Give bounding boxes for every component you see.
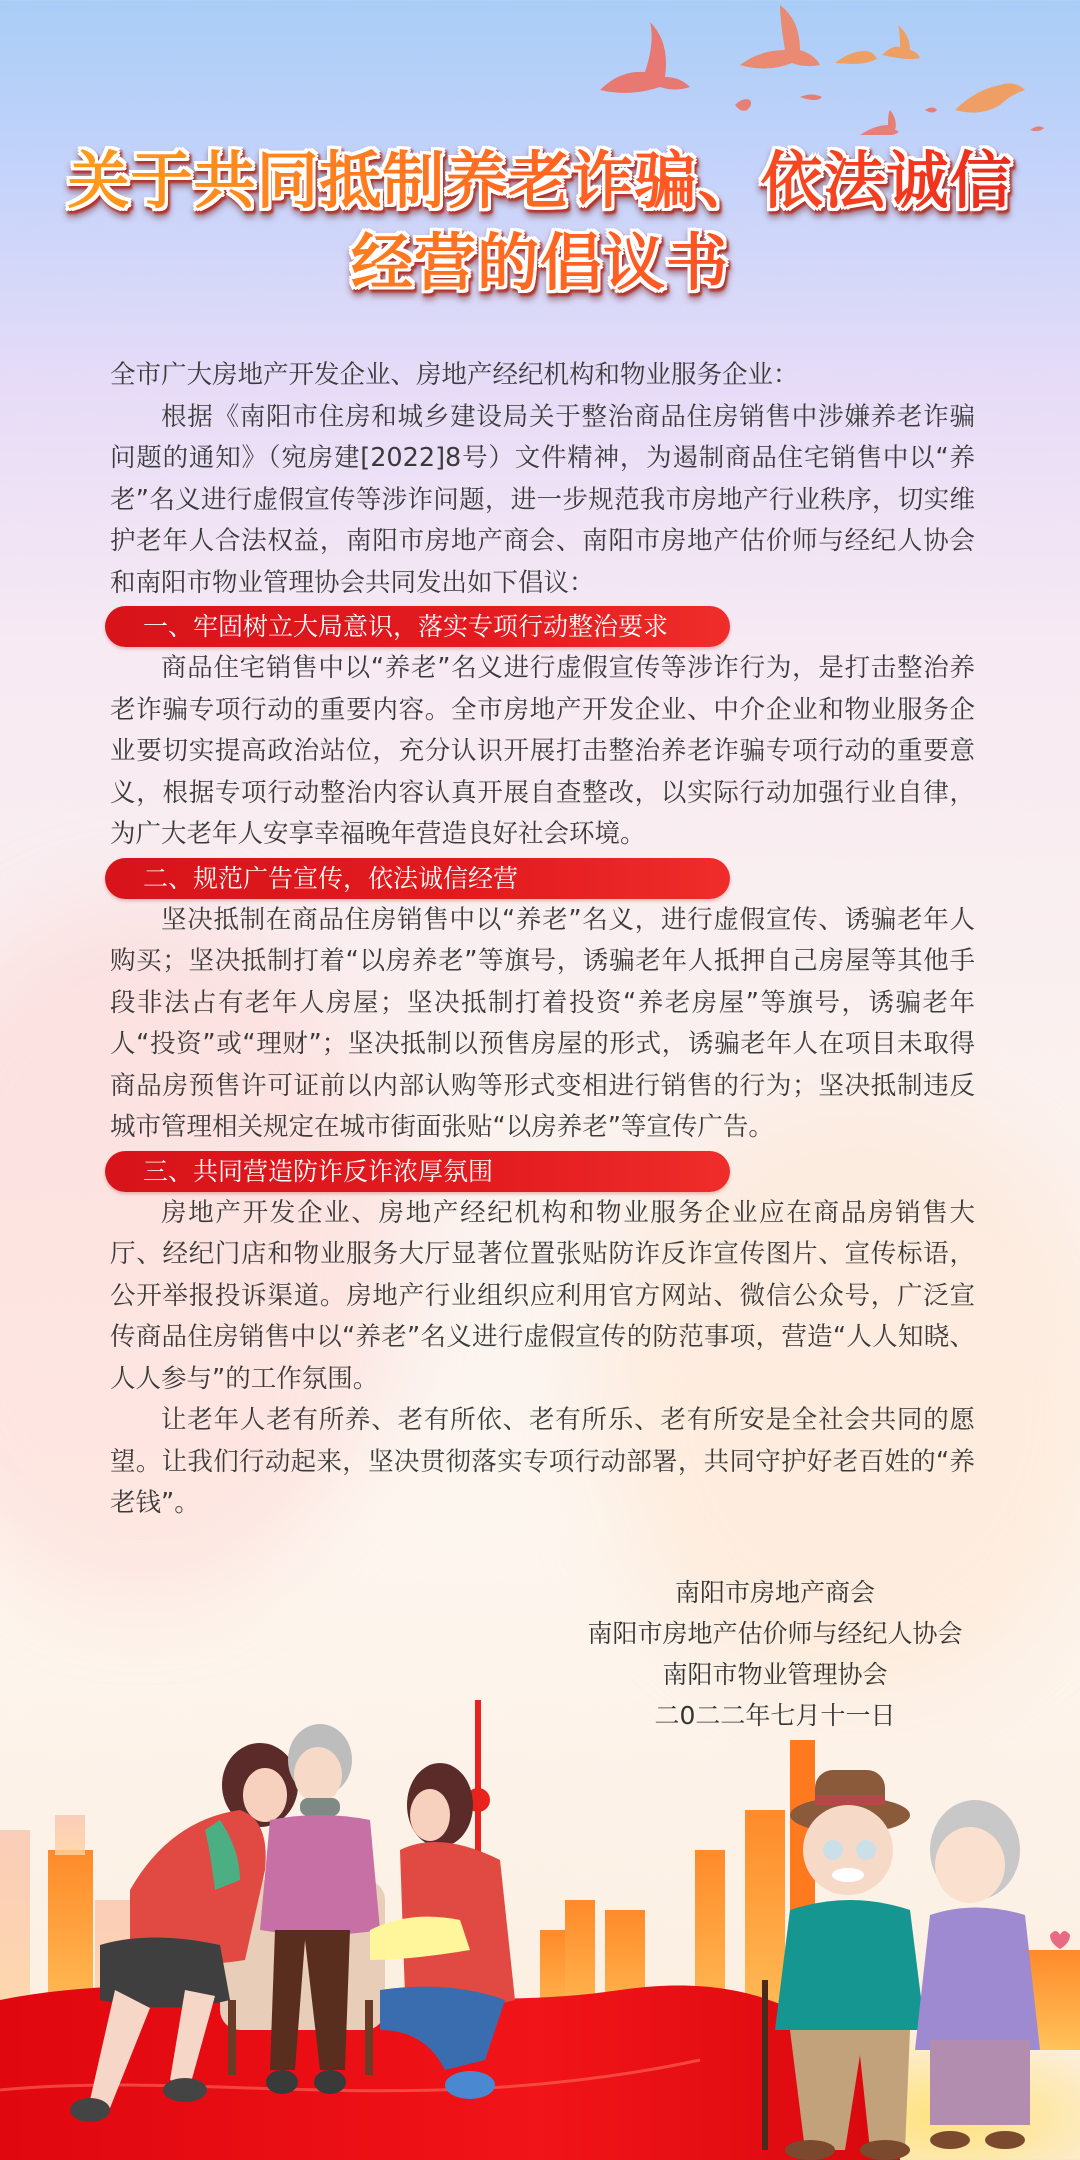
closing-paragraph: 让老年人老有所养、老有所依、老有所乐、老有所安是全社会共同的愿望。让我们行动起来，坚决贯彻落实专项行动部署，共同守护好老百姓的“养老钱”。 — [110, 1405, 975, 1518]
section-heading-1: 一、牢固树立大局意识，落实专项行动整治要求 — [105, 606, 730, 647]
section-heading-3: 三、共同营造防诈反诈浓厚氛围 — [105, 1151, 730, 1192]
section-body-3: 房地产开发企业、房地产经纪机构和物业服务企业应在商品房销售大厅、经纪门店和物业服务大厅显著位置张贴防诈反诈宣传图片、宣传标语，公开举报投诉渠道。房地产行业组织应利用官方网站、微信公众号，广泛宣传商品住房销售中以“养老”名义进行虚假宣传的防范事项，营造“人人知晓、人人参与”的工作氛围。 — [110, 1197, 975, 1394]
section-body-1: 商品住宅销售中以“养老”名义进行虚假宣传等涉诈行为，是打击整治养老诈骗专项行动的重要内容。全市房地产开发企业、中介企业和物业服务企业要切实提高政治站位，充分认识开展打击整治养老诈骗专项行动的重要意义，根据专项行动整治内容认真开展自查整改，以实际行动加强行业自律，为广大老年人安享幸福晚年营造良好社会环境。 — [110, 653, 975, 849]
section-body-2: 坚决抵制在商品住房销售中以“养老”名义，进行虚假宣传、诱骗老年人购买；坚决抵制打着“以房养老”等旗号，诱骗老年人抵押自己房屋等其他手段非法占有老年人房屋；坚决抵制打着投资“养老房屋”等旗号，诱骗老年人“投资”或“理财”；坚决抵制以预售房屋的形式，诱骗老年人在项目未取得商品房预售许可证前以内部认购等形式变相进行销售的行为；坚决抵制违反城市管理相关规定在城市街面张贴“以房养老”等宣传广告。 — [110, 904, 975, 1142]
poster-title — [0, 140, 1080, 304]
signature-date: 二0二二年七月十一日 — [654, 1701, 896, 1730]
title-line-1: 关于共同抵制养老诈骗、依法诚信 — [0, 140, 1080, 222]
title-line-2: 经营的倡议书 — [0, 222, 1080, 304]
section-heading-2: 二、规范广告宣传，依法诚信经营 — [105, 858, 730, 899]
proposal-body — [110, 355, 975, 1525]
signature-org-3: 南阳市物业管理协会 — [662, 1660, 888, 1689]
signature-org-2: 南阳市房地产估价师与经纪人协会 — [587, 1619, 963, 1648]
signature-org-1: 南阳市房地产商会 — [674, 1578, 875, 1607]
intro-paragraph: 根据《南阳市住房和城乡建设局关于整治商品住房销售中涉嫌养老诈骗问题的通知》（宛房建[2022]8号）文件精神，为遏制商品住宅销售中以“养老”名义进行虚假宣传等涉诈问题，进一步规范我市房地产行业秩序，切实维护老年人合法权益，南阳市房地产商会、南阳市房地产估价师与经纪人协会和南阳市物业管理协会共同发出如下倡议： — [110, 401, 975, 598]
greeting: 全市广大房地产开发企业、房地产经纪机构和物业服务企业： — [110, 360, 799, 390]
elderly-care-illustration — [0, 1700, 1080, 2160]
flying-birds-decoration — [560, 0, 1080, 150]
